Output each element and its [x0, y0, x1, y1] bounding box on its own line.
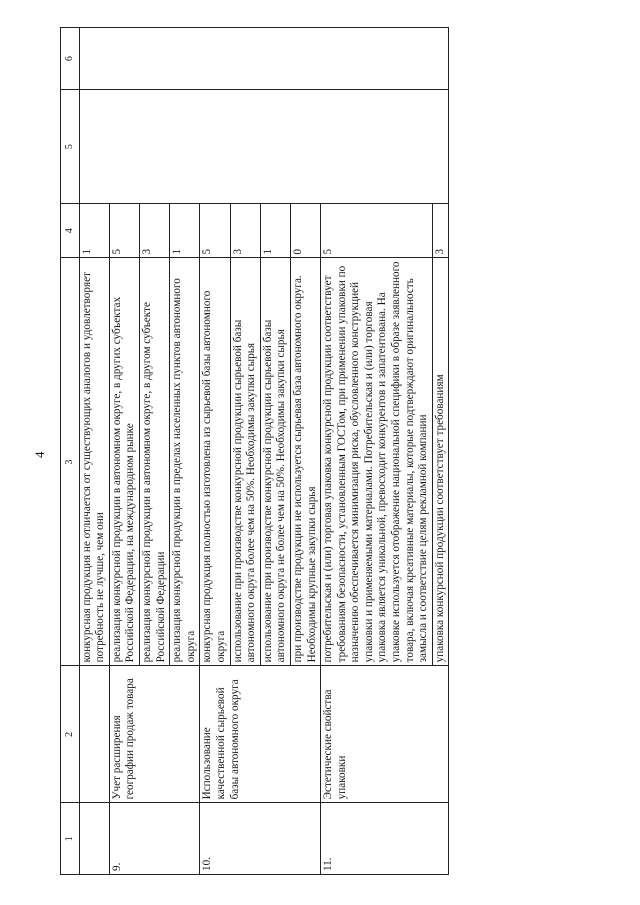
column-header: 2	[61, 666, 80, 803]
criteria-table	[60, 27, 449, 875]
score-cell: 1	[260, 203, 290, 257]
score-cell: 1	[170, 203, 200, 257]
header-row	[61, 28, 80, 875]
description-cell: использование при производстве конкурсной продукции сырьевой базы автономного округа не более чем на 50%. Необходимы закупки сырья	[260, 258, 290, 666]
score-cell: 3	[230, 203, 260, 257]
description-cell: упаковка конкурсной продукции соответствует требованиям	[432, 258, 449, 666]
column-header: 5	[61, 90, 80, 204]
page-number: 4	[32, 451, 47, 458]
table-row	[79, 28, 109, 875]
score-cell: 5	[321, 203, 433, 257]
description-cell: потребительская и (или) торговая упаковка конкурсной продукции соответствует требованиям безопасности, установленным ГОСТом, при применении упаковки по назначению обеспечивается минимизация риска, обусловленного конструкцией упаковки и применяемыми материалами. Потребительская и (или) торговая упаковка является уникальной, превосходит конкурентов и запатентована. На упаковке используется отображение национальной специфики в образе заявленного товара, включая креативные материалы, которые подтверждают оригинальность замысла и соответствие целям рекламной компании	[321, 258, 433, 666]
section-number: 10.	[200, 803, 321, 875]
section-number: 11.	[321, 803, 449, 875]
number-cell	[79, 803, 109, 875]
description-cell: реализация конкурсной продукции в пределах населенных пунктов автономного округа	[170, 258, 200, 666]
score-cell: 1	[79, 203, 109, 257]
score-cell: 3	[432, 203, 449, 257]
column-header: 4	[61, 203, 80, 257]
score-cell: 5	[109, 203, 139, 257]
score-cell: 5	[200, 203, 230, 257]
column-header: 3	[61, 258, 80, 666]
description-cell: реализация конкурсной продукции в автономном округе, в других субъектах Российской Федерации, на международном рынке	[109, 258, 139, 666]
criterion-name: Использование качественной сырьевой базы автономного округа	[200, 666, 321, 803]
score-cell: 0	[290, 203, 320, 257]
rotated-page	[60, 27, 605, 875]
criterion-name: Эстетические свойства упаковки	[321, 666, 449, 803]
description-cell: использование при производстве конкурсной продукции сырьевой базы автономного округа более чем на 50%. Необходимы закупки сырья	[230, 258, 260, 666]
description-cell: при производстве продукции не используется сырьевая база автономного округа. Необходимы крупные закупки сырья	[290, 258, 320, 666]
description-cell: конкурсная продукция полностью изготовлена из сырьевой базы автономного округа	[200, 258, 230, 666]
column-header: 6	[61, 28, 80, 90]
description-cell: реализация конкурсной продукции в автономном округе, в другом субъекте Российской Федерации	[139, 258, 169, 666]
description-cell: конкурсная продукция не отличается от существующих аналогов и удовлетворяет потребность не лучше, чем они	[79, 258, 109, 666]
empty-cell	[79, 28, 449, 90]
criterion-cell	[79, 666, 109, 803]
score-cell: 3	[139, 203, 169, 257]
criterion-name: Учет расширения географии продаж товара	[109, 666, 200, 803]
empty-cell	[79, 90, 449, 204]
column-header: 1	[61, 803, 80, 875]
section-number: 9.	[109, 803, 200, 875]
